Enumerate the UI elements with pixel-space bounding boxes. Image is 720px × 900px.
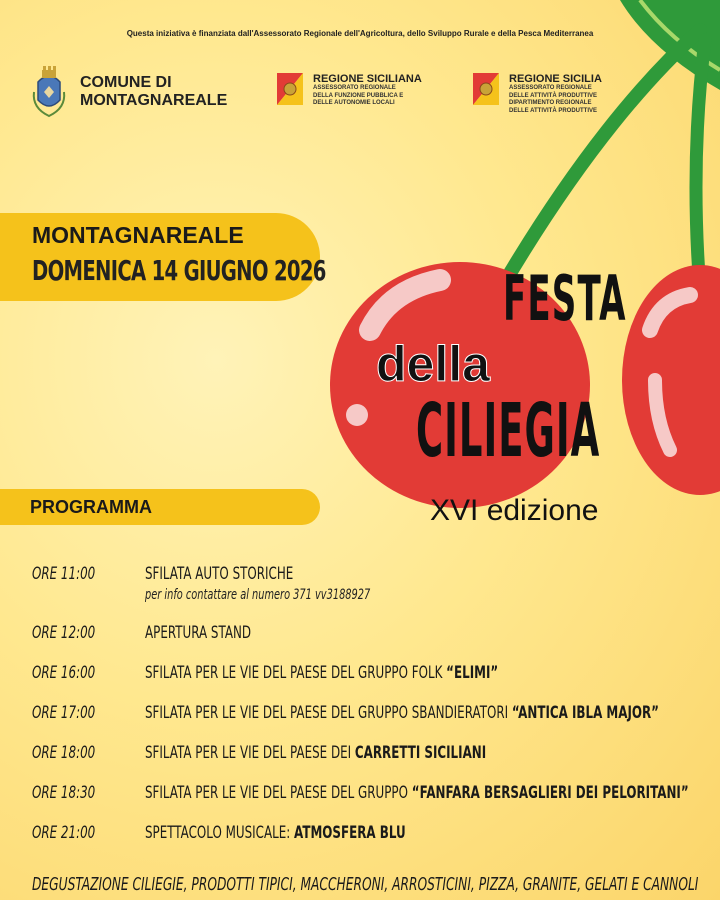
- regione2-sub3: DIPARTIMENTO REGIONALE: [509, 100, 592, 106]
- schedule-event: SFILATA AUTO STORICHE: [145, 564, 294, 584]
- event-town: MONTAGNAREALE: [32, 222, 244, 248]
- title-della: della: [376, 336, 490, 392]
- regione1-sub1: ASSESSORATO REGIONALE: [313, 85, 396, 91]
- regione1-sub2: DELLA FUNZIONE PUBBLICA E: [313, 92, 404, 99]
- event-date: DOMENICA 14 GIUGNO 2026: [32, 254, 326, 287]
- programma-label: PROGRAMMA: [30, 497, 152, 517]
- schedule-event: SFILATA PER LE VIE DEL PAESE DEI CARRETTI SICILIANI: [145, 743, 487, 763]
- schedule-info: per info contattare al numero 371 vv3188927: [145, 587, 371, 603]
- edition-label: XVI edizione: [430, 494, 599, 527]
- regione1-sub3: DELLE AUTONOMIE LOCALI: [313, 100, 395, 106]
- schedule-time: ORE 12:00: [32, 623, 96, 643]
- title-ciliegia: CILIEGIA: [416, 388, 601, 474]
- schedule-time: ORE 11:00: [32, 564, 96, 584]
- regione2-sub2: DELLE ATTIVITÀ PRODUTTIVE: [509, 92, 597, 99]
- schedule-event: SFILATA PER LE VIE DEL PAESE DEL GRUPPO FOLK “ELIMI”: [145, 663, 499, 683]
- schedule-event: SFILATA PER LE VIE DEL PAESE DEL GRUPPO SBANDIERATORI “ANTICA IBLA MAJOR”: [145, 703, 660, 723]
- schedule-time: ORE 21:00: [32, 823, 96, 843]
- footer-tasting: DEGUSTAZIONE CILIEGIE, PRODOTTI TIPICI, MACCHERONI, ARROSTICINI, PIZZA, GRANITE, GELATI E CANNOLI: [32, 874, 699, 895]
- comune-line1: COMUNE DI: [80, 74, 172, 91]
- regione1-title: REGIONE SICILIANA: [313, 73, 422, 85]
- funding-note: Questa iniziativa è finanziata dall'Assessorato Regionale dell'Agricoltura, dello Sviluppo Rurale e della Pesca Mediterranea: [126, 29, 594, 38]
- regione2-sub4: DELLE ATTIVITÀ PRODUTTIVE: [509, 107, 597, 114]
- schedule-event: SFILATA PER LE VIE DEL PAESE DEL GRUPPO “FANFARA BERSAGLIERI DEI PELORITANI”: [145, 783, 689, 803]
- schedule-time: ORE 18:30: [32, 783, 96, 803]
- schedule-time: ORE 16:00: [32, 663, 96, 683]
- regione2-sub1: ASSESSORATO REGIONALE: [509, 85, 592, 91]
- schedule-time: ORE 18:00: [32, 743, 96, 763]
- schedule-event: APERTURA STAND: [145, 623, 252, 643]
- title-festa: FESTA: [503, 262, 627, 335]
- schedule-event: SPETTACOLO MUSICALE: ATMOSFERA BLU: [145, 823, 406, 843]
- regione2-title: REGIONE SICILIA: [509, 73, 602, 85]
- schedule-time: ORE 17:00: [32, 703, 96, 723]
- comune-line2: MONTAGNAREALE: [80, 92, 228, 109]
